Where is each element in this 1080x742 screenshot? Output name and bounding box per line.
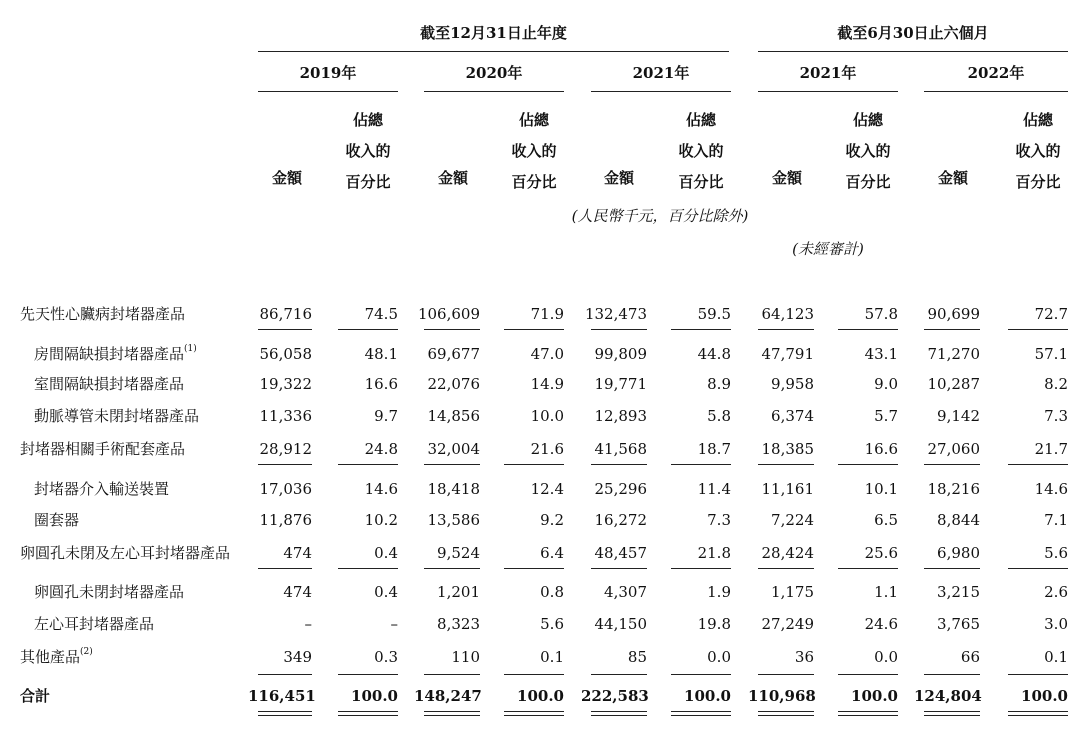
table-cell: 57.8 — [864, 305, 898, 323]
table-cell: 0.1 — [1044, 648, 1068, 666]
row-label-text: 合計 — [20, 687, 51, 705]
table-cell: 18,385 — [761, 440, 814, 458]
table-cell: 4,307 — [604, 583, 647, 601]
table-cell: 9,524 — [437, 544, 480, 562]
total-double-underline — [838, 711, 898, 716]
total-top-line — [838, 674, 898, 675]
total-double-underline — [338, 711, 398, 716]
total-top-line — [258, 674, 312, 675]
row-label — [34, 375, 184, 393]
table-cell: 41,568 — [594, 440, 647, 458]
row-label-text: 其他產品 — [20, 648, 81, 666]
table-cell: 28,424 — [761, 544, 814, 562]
table-cell: 100.0 — [851, 687, 898, 705]
table-cell: 1.1 — [874, 583, 898, 601]
row-label — [34, 345, 197, 363]
table-cell: 5.6 — [1044, 544, 1068, 562]
table-cell: 0.3 — [374, 648, 398, 666]
row-label — [20, 305, 185, 323]
total-double-underline — [504, 711, 564, 716]
subtotal-underline — [838, 329, 898, 330]
year-header: 2021年 — [632, 64, 690, 82]
table-cell: 28,912 — [259, 440, 312, 458]
table-cell: 14.9 — [530, 375, 564, 393]
table-cell: 7.3 — [1044, 407, 1068, 425]
subtotal-underline — [924, 329, 980, 330]
row-label-text: 房間隔缺損封堵器產品 — [34, 345, 185, 363]
subtotal-underline — [591, 329, 647, 330]
table-cell: 32,004 — [427, 440, 480, 458]
table-cell: 1,175 — [771, 583, 814, 601]
row-label — [34, 511, 79, 529]
footnote-marker: (1) — [184, 344, 197, 354]
footnote-marker: (2) — [80, 647, 93, 657]
amount-col-header: 金額 — [771, 169, 802, 187]
table-cell: 8,844 — [937, 511, 980, 529]
subtotal-underline — [504, 464, 564, 465]
table-cell: 8.2 — [1044, 375, 1068, 393]
total-double-underline — [758, 711, 814, 716]
table-cell: 132,473 — [584, 305, 647, 323]
table-cell: 474 — [283, 583, 312, 601]
table-cell: 44,150 — [594, 615, 647, 633]
row-label — [34, 407, 199, 425]
table-cell: 7.1 — [1044, 511, 1068, 529]
row-label — [34, 480, 169, 498]
year-header: 2020年 — [465, 64, 523, 82]
amount-col-header: 金額 — [937, 169, 968, 187]
table-cell: 14.6 — [364, 480, 398, 498]
subtotal-underline — [504, 568, 564, 569]
table-cell: 71,270 — [927, 345, 980, 363]
table-cell: 6,374 — [771, 407, 814, 425]
table-cell: 5.7 — [874, 407, 898, 425]
table-cell: 24.6 — [864, 615, 898, 633]
row-label-text: 卵圓孔未閉封堵器產品 — [34, 583, 185, 601]
table-cell: 36 — [794, 648, 814, 666]
table-cell: 1.9 — [707, 583, 731, 601]
subtotal-underline — [338, 464, 398, 465]
year-header: 2019年 — [299, 64, 357, 82]
row-label-text: 封堵器介入輸送裝置 — [34, 480, 170, 498]
pct-col-header: 佔總 收入的 百分比 — [511, 111, 557, 191]
table-cell: 10.0 — [530, 407, 564, 425]
table-cell: 6,980 — [937, 544, 980, 562]
row-label — [34, 615, 154, 633]
subtotal-underline — [338, 568, 398, 569]
table-cell: 48.1 — [364, 345, 398, 363]
table-cell: 25.6 — [864, 544, 898, 562]
subtotal-underline — [758, 329, 814, 330]
table-cell: 7,224 — [771, 511, 814, 529]
table-cell: 222,583 — [581, 687, 649, 705]
total-double-underline — [924, 711, 980, 716]
header-group-half: 截至6月30日止六個月 — [837, 24, 989, 42]
table-cell: 10.2 — [364, 511, 398, 529]
subtotal-underline — [424, 464, 480, 465]
table-cell: 8.9 — [707, 375, 731, 393]
table-cell: 90,699 — [927, 305, 980, 323]
table-cell: 0.4 — [374, 583, 398, 601]
total-double-underline — [1008, 711, 1068, 716]
subtotal-underline — [591, 464, 647, 465]
total-double-underline — [424, 711, 480, 716]
subtotal-underline — [671, 568, 731, 569]
table-cell: 72.7 — [1034, 305, 1068, 323]
table-cell: 17,036 — [259, 480, 312, 498]
table-cell: 14.6 — [1034, 480, 1068, 498]
table-cell: 11,876 — [259, 511, 312, 529]
table-cell: 2.6 — [1044, 583, 1068, 601]
row-label — [20, 648, 93, 666]
table-cell: 11,336 — [259, 407, 312, 425]
table-cell: – — [304, 615, 312, 633]
table-cell: 21.7 — [1034, 440, 1068, 458]
table-cell: 0.0 — [874, 648, 898, 666]
row-label-text: 先天性心臟病封堵器產品 — [20, 305, 186, 323]
table-cell: 48,457 — [594, 544, 647, 562]
subtotal-underline — [258, 464, 312, 465]
table-cell: 22,076 — [427, 375, 480, 393]
year-header: 2021年 — [799, 64, 857, 82]
table-cell: 3,765 — [937, 615, 980, 633]
subtotal-underline — [758, 568, 814, 569]
table-cell: 44.8 — [697, 345, 731, 363]
table-cell: 43.1 — [864, 345, 898, 363]
table-cell: 9,142 — [937, 407, 980, 425]
pct-col-header: 佔總 收入的 百分比 — [845, 111, 891, 191]
subtotal-underline — [671, 329, 731, 330]
row-label-text: 封堵器相關手術配套產品 — [20, 440, 186, 458]
table-cell: 5.6 — [540, 615, 564, 633]
header-group-year: 截至12月31日止年度 — [420, 24, 567, 42]
table-cell: 24.8 — [364, 440, 398, 458]
total-double-underline — [258, 711, 312, 716]
pct-col-header: 佔總 收入的 百分比 — [678, 111, 724, 191]
table-cell: 66 — [960, 648, 980, 666]
table-cell: 0.1 — [540, 648, 564, 666]
table-cell: 6.5 — [874, 511, 898, 529]
year-divider — [924, 91, 1068, 92]
table-cell: 19.8 — [697, 615, 731, 633]
table-cell: 7.3 — [707, 511, 731, 529]
table-cell: 59.5 — [697, 305, 731, 323]
row-label-text: 圈套器 — [34, 511, 80, 529]
subtotal-underline — [838, 568, 898, 569]
table-cell: 21.6 — [530, 440, 564, 458]
table-cell: 16,272 — [594, 511, 647, 529]
total-top-line — [758, 674, 814, 675]
row-label — [34, 583, 184, 601]
table-cell: 25,296 — [594, 480, 647, 498]
table-cell: 110 — [451, 648, 480, 666]
row-label-text: 室間隔缺損封堵器產品 — [34, 375, 185, 393]
total-top-line — [424, 674, 480, 675]
subtotal-underline — [924, 464, 980, 465]
table-cell: 100.0 — [517, 687, 564, 705]
unit-note: (人民幣千元，百分比除外) — [571, 207, 749, 225]
subtotal-underline — [671, 464, 731, 465]
table-cell: 18.7 — [697, 440, 731, 458]
table-cell: 9,958 — [771, 375, 814, 393]
subtotal-underline — [1008, 568, 1068, 569]
table-cell: 74.5 — [364, 305, 398, 323]
pct-col-header: 佔總 收入的 百分比 — [345, 111, 391, 191]
table-cell: 3,215 — [937, 583, 980, 601]
subtotal-underline — [924, 568, 980, 569]
table-cell: 1,201 — [437, 583, 480, 601]
table-cell: 86,716 — [259, 305, 312, 323]
header-divider — [758, 51, 1068, 52]
table-cell: 349 — [283, 648, 312, 666]
row-label — [20, 687, 50, 705]
subtotal-underline — [338, 329, 398, 330]
table-cell: 474 — [283, 544, 312, 562]
subtotal-underline — [838, 464, 898, 465]
table-cell: 148,247 — [414, 687, 482, 705]
table-cell: 106,609 — [417, 305, 480, 323]
subtotal-underline — [258, 329, 312, 330]
table-cell: 10.1 — [864, 480, 898, 498]
table-cell: 0.4 — [374, 544, 398, 562]
pct-col-header: 佔總 收入的 百分比 — [1015, 111, 1061, 191]
table-cell: 12.4 — [530, 480, 564, 498]
subtotal-underline — [591, 568, 647, 569]
total-top-line — [671, 674, 731, 675]
table-cell: 0.8 — [540, 583, 564, 601]
row-label-text: 動脈導管未閉封堵器產品 — [34, 407, 200, 425]
table-cell: 19,322 — [259, 375, 312, 393]
subtotal-underline — [758, 464, 814, 465]
total-double-underline — [591, 711, 647, 716]
table-cell: 99,809 — [594, 345, 647, 363]
table-cell: 11,161 — [761, 480, 814, 498]
amount-col-header: 金額 — [437, 169, 468, 187]
table-cell: 5.8 — [707, 407, 731, 425]
table-cell: 57.1 — [1034, 345, 1068, 363]
subtotal-underline — [1008, 464, 1068, 465]
total-top-line — [1008, 674, 1068, 675]
table-cell: 64,123 — [761, 305, 814, 323]
table-cell: 6.4 — [540, 544, 564, 562]
row-label-text: 卵圓孔未閉及左心耳封堵器產品 — [20, 544, 231, 562]
table-cell: 0.0 — [707, 648, 731, 666]
table-cell: 9.7 — [374, 407, 398, 425]
table-cell: 47,791 — [761, 345, 814, 363]
table-cell: 100.0 — [684, 687, 731, 705]
table-cell: 71.9 — [530, 305, 564, 323]
subtotal-underline — [424, 568, 480, 569]
subtotal-underline — [258, 568, 312, 569]
year-header: 2022年 — [967, 64, 1025, 82]
table-cell: 19,771 — [594, 375, 647, 393]
table-cell: 10,287 — [927, 375, 980, 393]
table-cell: 9.2 — [540, 511, 564, 529]
table-cell: 85 — [627, 648, 647, 666]
table-cell: 12,893 — [594, 407, 647, 425]
table-cell: 56,058 — [259, 345, 312, 363]
total-top-line — [504, 674, 564, 675]
total-top-line — [591, 674, 647, 675]
table-cell: 47.0 — [530, 345, 564, 363]
unaudited-note: (未經審計) — [792, 240, 864, 258]
year-divider — [591, 91, 731, 92]
subtotal-underline — [1008, 329, 1068, 330]
row-label-text: 左心耳封堵器產品 — [34, 615, 155, 633]
subtotal-underline — [424, 329, 480, 330]
table-cell: 14,856 — [427, 407, 480, 425]
table-cell: 11.4 — [697, 480, 731, 498]
row-label — [20, 544, 230, 562]
table-cell: – — [390, 615, 398, 633]
subtotal-underline — [504, 329, 564, 330]
table-cell: 18,418 — [427, 480, 480, 498]
table-cell: 9.0 — [874, 375, 898, 393]
table-cell: 18,216 — [927, 480, 980, 498]
year-divider — [758, 91, 898, 92]
total-top-line — [924, 674, 980, 675]
table-cell: 13,586 — [427, 511, 480, 529]
table-cell: 100.0 — [1021, 687, 1068, 705]
table-cell: 116,451 — [248, 687, 316, 705]
total-top-line — [338, 674, 398, 675]
row-label — [20, 440, 185, 458]
table-cell: 27,060 — [927, 440, 980, 458]
table-cell: 3.0 — [1044, 615, 1068, 633]
header-divider — [258, 51, 729, 52]
table-cell: 69,677 — [427, 345, 480, 363]
amount-col-header: 金額 — [271, 169, 302, 187]
total-double-underline — [671, 711, 731, 716]
table-cell: 16.6 — [364, 375, 398, 393]
table-cell: 27,249 — [761, 615, 814, 633]
table-cell: 16.6 — [864, 440, 898, 458]
table-cell: 110,968 — [748, 687, 816, 705]
table-cell: 100.0 — [351, 687, 398, 705]
table-cell: 8,323 — [437, 615, 480, 633]
year-divider — [258, 91, 398, 92]
table-cell: 124,804 — [914, 687, 982, 705]
year-divider — [424, 91, 564, 92]
table-cell: 21.8 — [697, 544, 731, 562]
amount-col-header: 金額 — [603, 169, 634, 187]
